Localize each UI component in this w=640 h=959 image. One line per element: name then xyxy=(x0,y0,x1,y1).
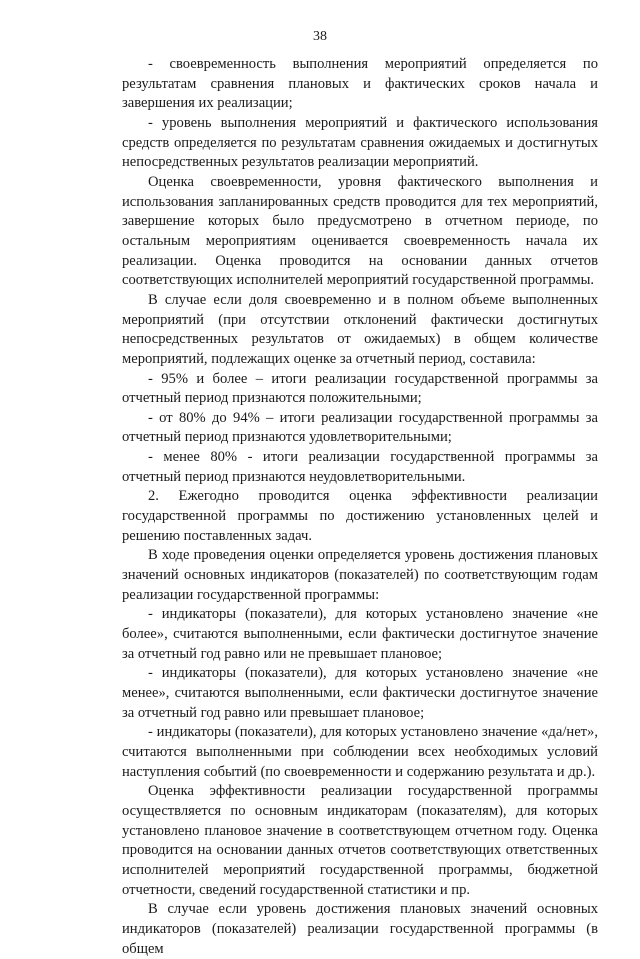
paragraph: В случае если доля своевременно и в полном объеме выполненных мероприятий (при отсутствии отклонений фактически достигнутых непосредственных результатов от ожидаемых) в общем количестве мероприятий, подлежащих оценке за отчетный период, составила: xyxy=(122,291,598,367)
paragraph: 2. Ежегодно проводится оценка эффективности реализации государственной программы по достижению установленных целей и решению поставленных задач. xyxy=(122,488,598,544)
paragraph: - менее 80% - итоги реализации государственной программы за отчетный период признаются неудовлетворительными. xyxy=(122,449,598,485)
paragraph: - от 80% до 94% – итоги реализации государственной программы за отчетный период признаются удовлетворительными; xyxy=(122,409,598,446)
paragraph: - индикаторы (показатели), для которых установлено значение «не более», считаются выполненными, если фактически достигнутое значение за отчетный год равно или не превышает плановое; xyxy=(122,606,598,662)
page-number: 38 xyxy=(313,29,327,44)
paragraph: В случае если уровень достижения плановых значений основных индикаторов (показателей) реализации государственной программы (в общем xyxy=(122,901,598,957)
paragraph: Оценка эффективности реализации государственной программы осуществляется по основным индикаторам (показателям), для которых установлено плановое значение в соответствующем отчетном году. Оценка проводится на основании данных отчетов соответствующих ответственных исполнителей мероприятий государственной программы, бюджетной отчетности, сведений государственной статистики и пр. xyxy=(122,783,598,898)
paragraph: - уровень выполнения мероприятий и фактического использования средств определяется по результатам сравнения ожидаемых и достигнутых непосредственных результатов реализации мероприятий. xyxy=(122,114,598,171)
document-body xyxy=(122,55,598,959)
paragraph: - 95% и более – итоги реализации государственной программы за отчетный период признаются положительными; xyxy=(122,370,598,407)
paragraph: В ходе проведения оценки определяется уровень достижения плановых значений основных индикаторов (показателей) по соответствующим годам реализации государственной программы: xyxy=(122,547,598,603)
paragraph: - своевременность выполнения мероприятий определяется по результатам сравнения плановых и фактических сроков начала и завершения их реализации; xyxy=(122,56,598,112)
paragraph: Оценка своевременности, уровня фактического выполнения и использования запланированных средств проводится для тех мероприятий, завершение которых было предусмотрено в отчетном периоде, по остальным мероприятиям оценивается своевременность начала их реализации. Оценка проводится на основании данных отчетов соответствующих исполнителей мероприятий государственной программы. xyxy=(122,173,598,289)
paragraph: - индикаторы (показатели), для которых установлено значение «да/нет», считаются выполненными при соблюдении всех необходимых условий наступления событий (по своевременности и содержанию результата и др.). xyxy=(122,724,598,780)
paragraph: - индикаторы (показатели), для которых установлено значение «не менее», считаются выполненными, если фактически достигнутое значение за отчетный год равно или превышает плановое; xyxy=(122,665,598,721)
